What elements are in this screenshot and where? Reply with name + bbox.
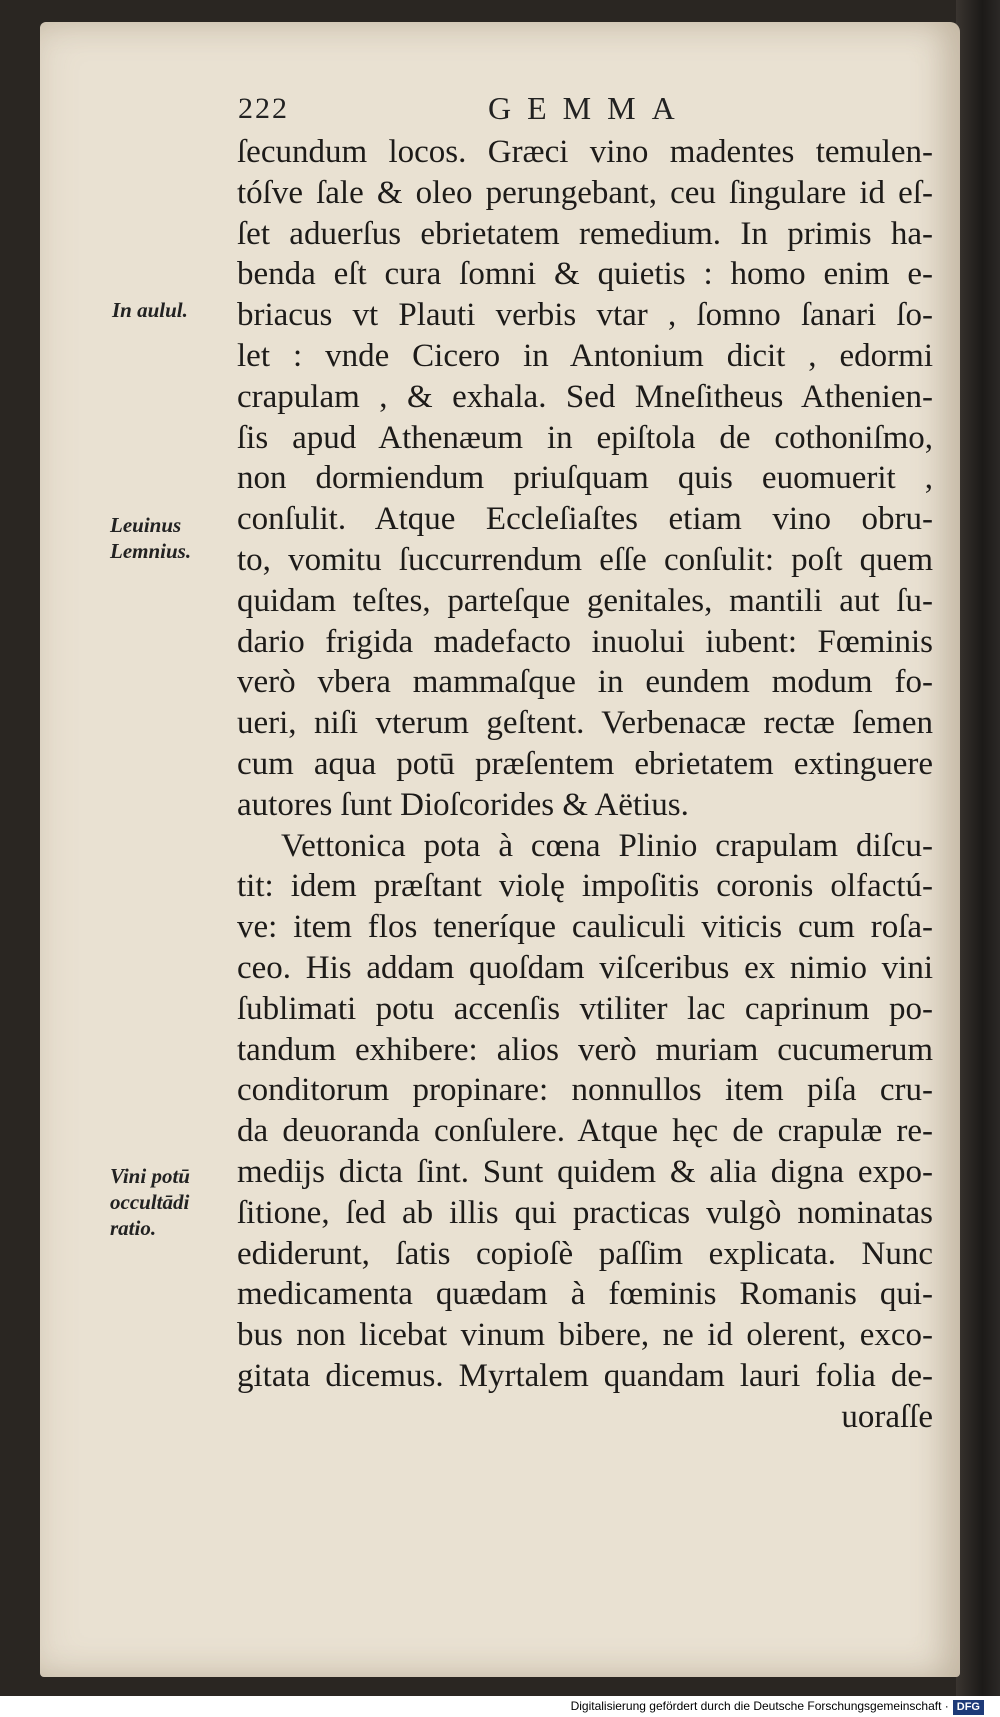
text-line: ſis apud Athenæum in epiſtola de cothoniſmo,: [237, 419, 933, 456]
text-line: tandum exhibere: alios verò muriam cucumerum: [237, 1031, 933, 1068]
text-line: autores ſunt Dioſcorides & Aëtius.: [237, 786, 689, 823]
margin-note-vini-potu: Vini potū occultādi ratio.: [110, 1164, 190, 1240]
text-line: ediderunt, ſatis copioſè paſſim explicata. Nunc: [237, 1235, 933, 1272]
text-line: ueri, niſi vterum geſtent. Verbenacæ rectæ ſemen: [237, 705, 933, 742]
scanner-edge: [956, 0, 1000, 1717]
text-line: benda eſt cura ſomni & quietis : homo enim e-: [237, 256, 933, 293]
digitization-footer: [0, 1696, 1000, 1717]
text-line: medijs dicta ſint. Sunt quidem & alia digna expo-: [237, 1153, 933, 1190]
text-line: quidam teſtes, parteſque genitales, mantili aut ſu-: [237, 582, 933, 619]
text-line: dario frigida madefacto inuolui iubent: Fœminis: [237, 623, 933, 660]
text-line: crapulam , & exhala. Sed Mneſitheus Athenien-: [237, 378, 933, 415]
text-line: bus non licebat vinum bibere, ne id olerent, exco-: [237, 1317, 933, 1354]
text-line: ceo. His addam quoſdam viſceribus ex nimio vini: [237, 949, 933, 986]
text-line: gitata dicemus. Myrtalem quandam lauri folia de-: [237, 1357, 933, 1394]
text-line: ſublimati potu accenſis vtiliter lac caprinum po-: [237, 990, 933, 1027]
text-line: tóſve ſale & oleo perungebant, ceu ſingulare id eſ-: [237, 174, 933, 211]
margin-note-leuinus-lemnius: Leuinus Lemnius.: [110, 513, 192, 563]
text-line: to, vomitu ſuccurrendum eſſe conſulit: poſt quem: [237, 541, 933, 578]
text-line: ſitione, ſed ab illis qui practicas vulgò nominatas: [237, 1194, 933, 1231]
text-line: ve: item flos teneríque cauliculi viticis cum roſa-: [237, 909, 933, 946]
margin-note-in-aulul: In aulul.: [112, 298, 188, 322]
text-line: cum aqua potū præſentem ebrietatem extinguere: [237, 745, 933, 782]
catchword: uoraſſe: [841, 1398, 933, 1435]
text-line: tit: idem præſtant violę impoſitis coronis olfactú-: [237, 868, 933, 905]
footer-text: Digitalisierung gefördert durch die Deutsche Forschungsgemeinschaft ·: [570, 1699, 949, 1713]
text-line: medicamenta quædam à fœminis Romanis qui-: [237, 1276, 933, 1313]
text-line: non dormiendum priuſquam quis euomuerit ,: [237, 460, 933, 497]
text-line: verò vbera mammaſque in eundem modum fo-: [237, 664, 933, 701]
page-header: [238, 92, 958, 132]
text-line: briacus vt Plauti verbis vtar , ſomno ſanari ſo-: [237, 297, 933, 334]
text-line: ſet aduerſus ebrietatem remedium. In primis ha-: [237, 215, 933, 252]
text-line: conditorum propinare: nonnullos item piſa cru-: [237, 1072, 933, 1109]
text-line: ſecundum locos. Græci vino madentes temulen-: [237, 134, 933, 170]
text-line: let : vnde Cicero in Antonium dicit , edormi: [237, 337, 933, 374]
text-line-indented: Vettonica pota à cœna Plinio crapulam diſcu-: [281, 827, 933, 864]
text-line: conſulit. Atque Eccleſiaſtes etiam vino obru-: [237, 501, 933, 538]
running-head: GEMMA: [488, 90, 691, 126]
dfg-logo: DFG: [953, 1700, 984, 1715]
page-number: 222: [238, 92, 289, 125]
text-line: da deuoranda conſulere. Atque hęc de crapulæ re-: [237, 1113, 933, 1150]
main-text: [237, 132, 933, 1438]
